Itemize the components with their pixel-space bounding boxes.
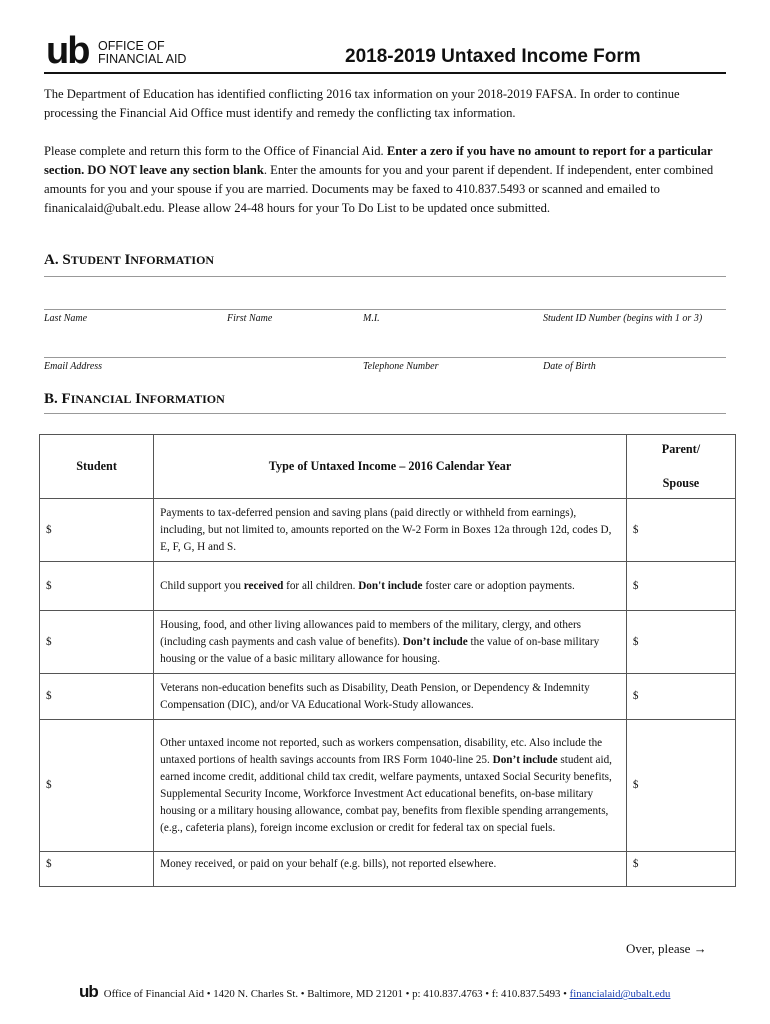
- student-amount-cell[interactable]: $: [40, 562, 154, 611]
- section-a-word1-initial: S: [62, 252, 71, 268]
- mi-label: M.I.: [363, 313, 380, 324]
- income-type-description: [154, 720, 627, 852]
- logo-line-2: FINANCIAL AID: [98, 52, 187, 66]
- footer: [79, 982, 670, 1002]
- row-bold-text: received: [243, 579, 284, 592]
- section-a-letter: A.: [44, 252, 59, 268]
- section-a-heading: [44, 252, 214, 269]
- student-column-header: Student: [40, 435, 154, 499]
- parent-column-header: [626, 435, 735, 499]
- table-row: [40, 720, 736, 852]
- student-id-label: Student ID Number (begins with 1 or 3): [543, 313, 703, 324]
- parent-amount-cell[interactable]: $: [626, 499, 735, 562]
- income-type-description: Payments to tax-deferred pension and saving plans (paid directly or withheld from earnings), including, but not limited to, amounts reported on the W-2 Form in Boxes 12a through 12d, codes D, E, F, G, H and S.: [154, 499, 627, 562]
- footer-contact-text: Office of Financial Aid • 1420 N. Charles St. • Baltimore, MD 21201 • p: 410.837.4763 • f: 410.837.5493 •: [103, 988, 570, 1000]
- student-amount-cell[interactable]: $: [40, 852, 154, 887]
- untaxed-income-table: [39, 434, 736, 887]
- income-type-description: [154, 562, 627, 611]
- section-b-word2-rest: NFORMATION: [140, 392, 225, 406]
- parent-amount-cell[interactable]: $: [626, 852, 735, 887]
- over-please-note: Over, please →: [626, 941, 707, 956]
- row-bold-text: Don't include: [358, 579, 423, 592]
- income-type-description: [154, 611, 627, 674]
- row-bold-text: Don’t include: [492, 753, 558, 766]
- table-row: [40, 562, 736, 611]
- parent-header-line-1: Parent/: [661, 442, 701, 456]
- student-amount-cell[interactable]: $: [40, 674, 154, 720]
- contact-row-line[interactable]: [44, 357, 726, 358]
- first-name-label: First Name: [227, 313, 273, 324]
- footer-ub-logo: ub: [79, 982, 98, 1001]
- section-b-divider: [44, 413, 726, 414]
- section-b-letter: B.: [44, 391, 58, 407]
- section-b-heading: [44, 391, 225, 408]
- row-text: Housing, food, and other living allowances paid to members of the military, clergy, and others (including cash payments and cash value of benefits).: [160, 618, 582, 648]
- last-name-label: Last Name: [44, 313, 88, 324]
- section-b-word2-initial: I: [135, 391, 141, 407]
- section-b-word1-rest: INANCIAL: [70, 392, 132, 406]
- name-row-line[interactable]: [44, 309, 726, 310]
- row-bold-text: Don’t include: [402, 635, 468, 648]
- table-row: [40, 852, 736, 887]
- row-text: student aid, earned income credit, additional child tax credit, welfare payments, untaxed Social Security benefits, Supplemental Security Income, Workforce Investment Act educational benefits, on-base military housing or a military housing allowance, combat pay, benefits from flexible spending arrangements, (e.g., cafeteria plans), foreign income exclusion or credit for federal tax on special fuels.: [160, 753, 612, 834]
- dob-label: Date of Birth: [543, 361, 596, 372]
- parent-amount-cell[interactable]: $: [626, 611, 735, 674]
- parent-amount-cell[interactable]: $: [626, 720, 735, 852]
- income-type-description: Veterans non-education benefits such as Disability, Death Pension, or Dependency & Indemnity Compensation (DIC), and/or VA Educational Work-Study allowances.: [154, 674, 627, 720]
- intro-p2-text-b: . Enter the amounts for you and your parent if dependent. If independent, enter combined amounts for you and your spouse if you are married. Documents may be faxed to 410.837.5493 or scanned and emailed to finanicalaid@ubalt.edu. Please allow 24-48 hours for your To Do List to be updated once submitted.: [44, 163, 714, 215]
- parent-amount-cell[interactable]: $: [626, 562, 735, 611]
- section-a-word2-rest: NFORMATION: [130, 253, 215, 267]
- title-divider: [44, 72, 726, 74]
- table-row: [40, 499, 736, 562]
- student-amount-cell[interactable]: $: [40, 499, 154, 562]
- telephone-label: Telephone Number: [363, 361, 439, 372]
- parent-header-line-2: Spouse: [662, 476, 700, 490]
- logo-line-1: OFFICE OF: [98, 39, 165, 53]
- table-header-row: [40, 435, 736, 499]
- income-type-description: Money received, or paid on your behalf (e.g. bills), not reported elsewhere.: [154, 852, 627, 887]
- table-row: [40, 674, 736, 720]
- student-amount-cell[interactable]: $: [40, 720, 154, 852]
- student-amount-cell[interactable]: $: [40, 611, 154, 674]
- parent-amount-cell[interactable]: $: [626, 674, 735, 720]
- row-text: the value of on-base military housing or the value of a basic military allowance for housing.: [160, 635, 600, 665]
- ub-logo-mark: ub: [46, 30, 89, 72]
- form-title: 2018-2019 Untaxed Income Form: [345, 46, 641, 67]
- intro-paragraph-1: The Department of Education has identified conflicting 2016 tax information on your 2018-2019 FAFSA. In order to continue processing the Financial Aid Office must identify and remedy the conflicting tax information.: [44, 87, 680, 120]
- intro-paragraph-2: [44, 142, 734, 218]
- section-a-word1-rest: TUDENT: [70, 253, 121, 267]
- section-b-word1-initial: F: [61, 391, 71, 407]
- row-text: foster care or adoption payments.: [422, 579, 575, 592]
- table-row: [40, 611, 736, 674]
- ub-logo-text: [98, 40, 186, 66]
- intro-p2-bold: Enter a zero if you have no amount to report for a particular section. DO NOT leave any section blank: [44, 144, 713, 177]
- email-label: Email Address: [44, 361, 103, 372]
- section-a-word2-initial: I: [124, 252, 131, 268]
- type-column-header: Type of Untaxed Income – 2016 Calendar Year: [154, 435, 627, 499]
- footer-email-link[interactable]: financialaid@ubalt.edu: [569, 988, 671, 1000]
- row-text: for all children.: [283, 579, 359, 592]
- section-a-divider: [44, 276, 726, 277]
- intro-p2-text-a: Please complete and return this form to the Office of Financial Aid.: [44, 144, 387, 158]
- row-text: Other untaxed income not reported, such as workers compensation, disability, etc. Also include the untaxed portions of health savings accounts from IRS Form 1040-line 25.: [160, 736, 603, 766]
- row-text: Child support you: [160, 579, 244, 592]
